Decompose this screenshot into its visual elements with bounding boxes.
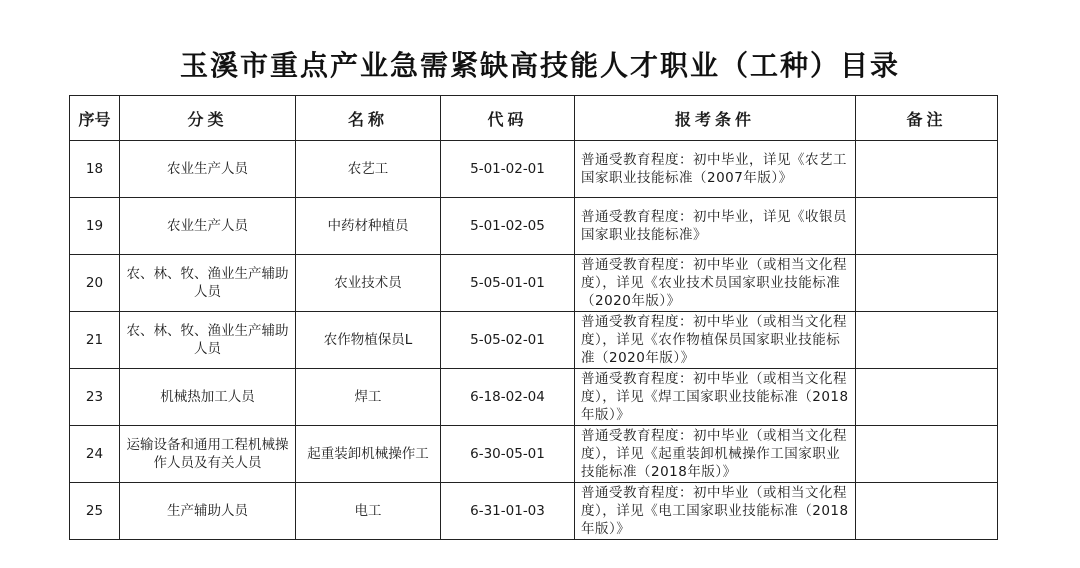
row-category: 农、林、牧、渔业生产辅助人员 — [120, 312, 296, 369]
row-category: 农、林、牧、渔业生产辅助人员 — [120, 255, 296, 312]
row-code: 6-30-05-01 — [441, 426, 575, 483]
table-row — [70, 141, 998, 198]
header-remarks: 备注 — [856, 96, 998, 141]
row-index: 18 — [70, 141, 120, 198]
header-name: 名称 — [296, 96, 441, 141]
table-row — [70, 312, 998, 369]
row-code: 6-18-02-04 — [441, 369, 575, 426]
row-remarks — [856, 312, 998, 369]
row-code: 6-31-01-03 — [441, 483, 575, 540]
row-remarks — [856, 483, 998, 540]
header-index: 序号 — [70, 96, 120, 141]
row-index: 19 — [70, 198, 120, 255]
row-conditions: 普通受教育程度：初中毕业（或相当文化程度），详见《焊工国家职业技能标准（2018年版）》 — [575, 369, 856, 426]
table-row — [70, 369, 998, 426]
row-name: 农艺工 — [296, 141, 441, 198]
table-row — [70, 198, 998, 255]
row-index: 24 — [70, 426, 120, 483]
row-conditions: 普通受教育程度：初中毕业（或相当文化程度），详见《农业技术员国家职业技能标准（2020年版）》 — [575, 255, 856, 312]
row-remarks — [856, 369, 998, 426]
header-category: 分类 — [120, 96, 296, 141]
row-index: 25 — [70, 483, 120, 540]
row-conditions: 普通受教育程度：初中毕业（或相当文化程度），详见《电工国家职业技能标准（2018年版）》 — [575, 483, 856, 540]
occupation-catalog-table — [69, 95, 998, 540]
header-code: 代码 — [441, 96, 575, 141]
row-name: 农业技术员 — [296, 255, 441, 312]
row-conditions: 普通受教育程度：初中毕业，详见《收银员国家职业技能标准》 — [575, 198, 856, 255]
row-remarks — [856, 198, 998, 255]
row-code: 5-05-01-01 — [441, 255, 575, 312]
row-category: 运输设备和通用工程机械操作人员及有关人员 — [120, 426, 296, 483]
row-name: 中药材种植员 — [296, 198, 441, 255]
row-conditions: 普通受教育程度：初中毕业（或相当文化程度），详见《起重装卸机械操作工国家职业技能标准（2018年版）》 — [575, 426, 856, 483]
row-name: 起重装卸机械操作工 — [296, 426, 441, 483]
row-remarks — [856, 255, 998, 312]
row-code: 5-01-02-05 — [441, 198, 575, 255]
row-name: 农作物植保员L — [296, 312, 441, 369]
row-index: 23 — [70, 369, 120, 426]
row-code: 5-01-02-01 — [441, 141, 575, 198]
table-row — [70, 483, 998, 540]
header-conditions: 报考条件 — [575, 96, 856, 141]
row-conditions: 普通受教育程度：初中毕业（或相当文化程度），详见《农作物植保员国家职业技能标准（2020年版）》 — [575, 312, 856, 369]
row-name: 焊工 — [296, 369, 441, 426]
row-remarks — [856, 141, 998, 198]
page-title: 玉溪市重点产业急需紧缺高技能人才职业（工种）目录 — [179, 49, 900, 82]
row-category: 农业生产人员 — [120, 198, 296, 255]
row-category: 生产辅助人员 — [120, 483, 296, 540]
row-index: 20 — [70, 255, 120, 312]
row-category: 农业生产人员 — [120, 141, 296, 198]
table-header-row — [70, 96, 998, 141]
row-name: 电工 — [296, 483, 441, 540]
row-conditions: 普通受教育程度：初中毕业，详见《农艺工国家职业技能标准（2007年版）》 — [575, 141, 856, 198]
row-remarks — [856, 426, 998, 483]
row-index: 21 — [70, 312, 120, 369]
table-row — [70, 255, 998, 312]
table-row — [70, 426, 998, 483]
row-code: 5-05-02-01 — [441, 312, 575, 369]
row-category: 机械热加工人员 — [120, 369, 296, 426]
